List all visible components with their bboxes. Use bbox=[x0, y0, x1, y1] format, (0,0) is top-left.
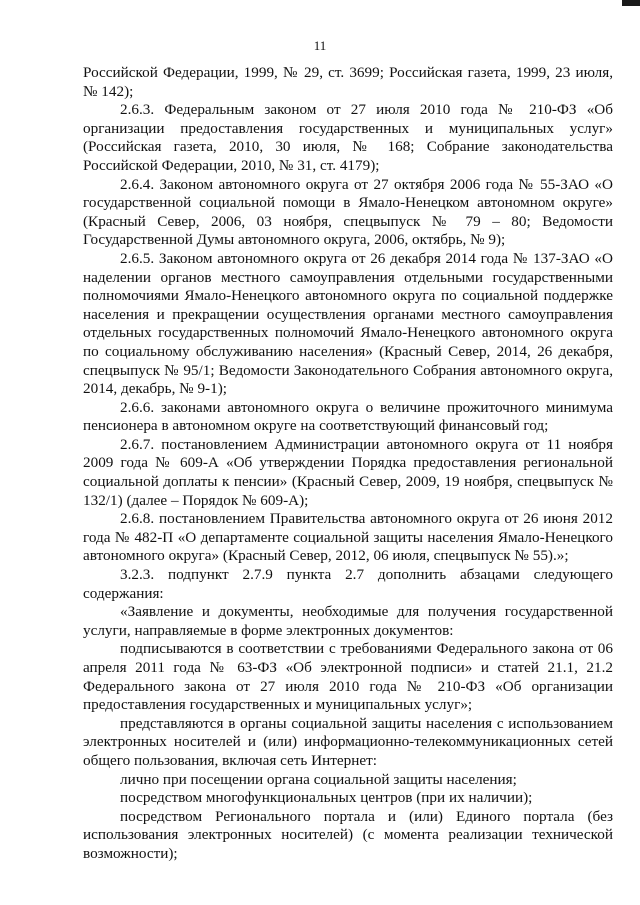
page-number: 11 bbox=[313, 38, 327, 53]
paragraph: посредством Регионального портала и (или) Единого портала (без использования электронных носителей) (с момента реализации технической возможности); bbox=[83, 807, 613, 862]
paragraph: «Заявление и документы, необходимые для получения государственной услуги, направляемые в форме электронных документов: bbox=[83, 603, 613, 639]
paragraph: 2.6.8. постановлением Правительства автономного округа от 26 июня 2012 года № 482-П «О департаменте социальной защиты населения Ямало-Ненецкого автономного округа» (Красный Север, 2012, 06 июля, спецвыпуск № 55).»; bbox=[83, 510, 613, 565]
document-body bbox=[83, 64, 613, 864]
paragraph: 2.6.3. Федеральным законом от 27 июля 2010 года № 210-ФЗ «Об организации предоставления государственных и муниципальных услуг» (Российская газета, 2010, 30 июля, № 168; Собрание законодательства Российской Федерации, 2010, № 31, ст. 4179); bbox=[83, 101, 613, 174]
paragraph: 2.6.5. Законом автономного округа от 26 декабря 2014 года № 137-ЗАО «О наделении органов местного самоуправления отдельными государственными полномочиями Ямало-Ненецкого автономного округа по социальной поддержке населения и прекращении осуществления органами местного самоуправления отдельных государственных полномочий Ямало-Ненецкого автономного округа по социальному обслуживанию населения» (Красный Север, 2014, 26 декабря, спецвыпуск № 95/1; Ведомости Законодательного Собрания автономного округа, 2014, декабрь, № 9-1); bbox=[83, 249, 613, 398]
paragraph: 2.6.6. законами автономного округа о величине прожиточного минимума пенсионера в автономном округе на соответствующий финансовый год; bbox=[83, 398, 613, 435]
paragraph: посредством многофункциональных центров (при их наличии); bbox=[120, 789, 533, 807]
scan-edge-mark bbox=[622, 0, 640, 6]
paragraph: подписываются в соответствии с требованиями Федерального закона от 06 апреля 2011 года № 63-ФЗ «Об электронной подписи» и статей 21.1, 21.2 Федерального закона от 27 июля 2010 года № 210-ФЗ «Об организации предоставления государственных и муниципальных услуг»; bbox=[83, 640, 613, 714]
paragraph: лично при посещении органа социальной защиты населения; bbox=[120, 770, 517, 788]
paragraph: представляются в органы социальной защиты населения с использованием электронных носителей и (или) информационно-телекоммуникационных сетей общего пользования, включая сеть Интернет: bbox=[83, 714, 613, 769]
paragraph: 3.2.3. подпункт 2.7.9 пункта 2.7 дополнить абзацами следующего содержания: bbox=[83, 566, 613, 602]
paragraph: 2.6.4. Законом автономного округа от 27 октября 2006 года № 55-ЗАО «О государственной социальной помощи в Ямало-Ненецком автономном округе» (Красный Север, 2006, 03 ноября, спецвыпуск № 79 – 80; Ведомости Государственной Думы автономного округа, 2006, октябрь, № 9); bbox=[83, 175, 613, 249]
paragraph: Российской Федерации, 1999, № 29, ст. 3699; Российская газета, 1999, 23 июля, № 142); bbox=[83, 64, 613, 100]
paragraph: 2.6.7. постановлением Администрации автономного округа от 11 ноября 2009 года № 609-А «Об утверждении Порядка предоставления региональной социальной доплаты к пенсии» (Красный Север, 2009, 19 ноября, спецвыпуск № 132/1) (далее – Порядок № 609-А); bbox=[83, 435, 613, 509]
